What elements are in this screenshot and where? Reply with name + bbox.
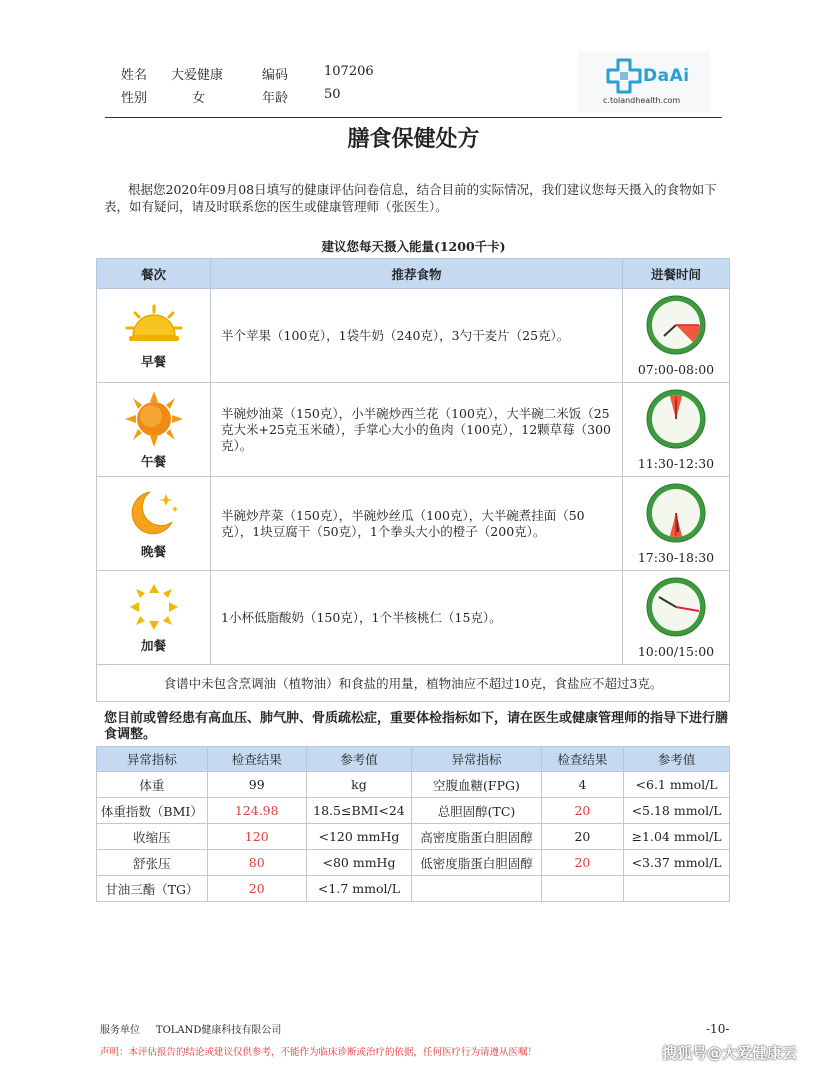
meal-food: 半碗炒油菜（150克），小半碗炒西兰花（100克），大半碗二米饭（25克大米+25克玉米碴），手掌心大小的鱼肉（100克），12颗草莓（300克）。 bbox=[211, 383, 623, 477]
code-label: 编码 bbox=[262, 68, 289, 83]
ind-result: 4 bbox=[541, 772, 623, 798]
ind-ref: <5.18 mmol/L bbox=[624, 798, 730, 824]
ind-header: 检查结果 bbox=[541, 747, 623, 772]
disclaimer: 声明：本评估报告的结论或建议仅供参考，不能作为临床诊断或治疗的依据，任何医疗行为请遵从医嘱！ bbox=[100, 1047, 538, 1058]
meal-label: 加餐 bbox=[140, 637, 166, 653]
sunrise-icon bbox=[123, 302, 185, 348]
meal-food: 半碗炒芹菜（150克），半碗炒丝瓜（100克），大半碗煮挂面（50克），1块豆腐干（50克），1个拳头大小的橙子（200克）。 bbox=[211, 477, 623, 571]
page-title: 膳食保健处方 bbox=[347, 126, 480, 152]
meal-label: 晚餐 bbox=[140, 543, 166, 559]
intro-paragraph: 根据您2020年09月08日填写的健康评估问卷信息，结合目前的实际情况，我们建议您每天摄入的食物如下表，如有疑问，请及时联系您的医生或健康管理师（张医生）。 bbox=[104, 182, 717, 214]
ind-ref: ≥1.04 mmol/L bbox=[624, 824, 730, 850]
ind-result: 99 bbox=[207, 772, 306, 798]
clock-icon bbox=[645, 388, 707, 450]
ind-result: 120 bbox=[207, 824, 306, 850]
ind-result: 80 bbox=[207, 850, 306, 876]
table-row bbox=[97, 850, 730, 876]
meal-row-snack bbox=[97, 571, 730, 665]
clock-icon bbox=[645, 482, 707, 544]
header-divider bbox=[105, 117, 722, 118]
page-number: -10- bbox=[706, 1022, 730, 1036]
ind-header: 参考值 bbox=[306, 747, 412, 772]
ind-name: 收缩压 bbox=[97, 824, 208, 850]
meal-label: 早餐 bbox=[140, 353, 166, 369]
ind-header: 异常指标 bbox=[97, 747, 208, 772]
sun-icon bbox=[123, 390, 185, 448]
ind-result bbox=[541, 876, 623, 902]
ind-name bbox=[412, 876, 541, 902]
meal-note: 食谱中未包含烹调油（植物油）和食盐的用量，植物油应不超过10克，食盐应不超过3克。 bbox=[97, 665, 730, 702]
service-value: TOLAND健康科技有限公司 bbox=[155, 1025, 282, 1036]
ind-ref: 18.5≤BMI<24 bbox=[306, 798, 412, 824]
code-value: 107206 bbox=[324, 64, 374, 79]
gender-value: 女 bbox=[192, 91, 206, 106]
table-row bbox=[97, 772, 730, 798]
meal-time: 10:00/15:00 bbox=[637, 644, 715, 659]
logo-url: c.tolandhealth.com bbox=[603, 96, 681, 105]
clock-icon bbox=[645, 294, 707, 356]
cross-logo-icon bbox=[606, 58, 642, 94]
ind-name: 舒张压 bbox=[97, 850, 208, 876]
star-sun-icon bbox=[128, 582, 180, 632]
meal-row-breakfast bbox=[97, 289, 730, 383]
meal-food: 1小杯低脂酸奶（150克），1个半核桃仁（15克）。 bbox=[211, 571, 623, 665]
ind-name: 高密度脂蛋白胆固醇 bbox=[412, 824, 541, 850]
ind-header: 检查结果 bbox=[207, 747, 306, 772]
meal-food: 半个苹果（100克），1袋牛奶（240克），3勺干麦片（25克）。 bbox=[211, 289, 623, 383]
table-row bbox=[97, 824, 730, 850]
meal-header-meal: 餐次 bbox=[97, 259, 211, 289]
age-value: 50 bbox=[324, 87, 341, 102]
meal-table-caption: 建议您每天摄入能量(1200千卡) bbox=[321, 239, 506, 254]
ind-ref: <80 mmHg bbox=[306, 850, 412, 876]
indicator-table bbox=[96, 746, 730, 902]
ind-name: 体重指数（BMI） bbox=[97, 798, 208, 824]
ind-header: 异常指标 bbox=[412, 747, 541, 772]
ind-result: 20 bbox=[207, 876, 306, 902]
ind-name: 体重 bbox=[97, 772, 208, 798]
ind-name: 甘油三酯（TG） bbox=[97, 876, 208, 902]
ind-name: 低密度脂蛋白胆固醇 bbox=[412, 850, 541, 876]
service-label: 服务单位 bbox=[100, 1025, 140, 1036]
meal-header-time: 进餐时间 bbox=[623, 259, 730, 289]
name-value: 大爱健康 bbox=[171, 68, 224, 83]
meal-row-dinner bbox=[97, 477, 730, 571]
ind-name: 空腹血糖(FPG) bbox=[412, 772, 541, 798]
ind-ref: <1.7 mmol/L bbox=[306, 876, 412, 902]
name-label: 姓名 bbox=[121, 68, 148, 83]
ind-result: 124.98 bbox=[207, 798, 306, 824]
ind-ref bbox=[624, 876, 730, 902]
ind-name: 总胆固醇(TC) bbox=[412, 798, 541, 824]
gender-label: 性别 bbox=[121, 91, 148, 106]
meal-label: 午餐 bbox=[140, 453, 166, 469]
meal-header-food: 推荐食物 bbox=[211, 259, 623, 289]
table-row bbox=[97, 876, 730, 902]
clock-icon bbox=[645, 576, 707, 638]
watermark: 搜狐号@大爱健康云 bbox=[662, 1044, 798, 1062]
ind-ref: kg bbox=[306, 772, 412, 798]
service-unit bbox=[100, 1021, 281, 1036]
meal-time: 17:30-18:30 bbox=[637, 550, 715, 565]
ind-result: 20 bbox=[541, 850, 623, 876]
ind-header: 参考值 bbox=[624, 747, 730, 772]
ind-result: 20 bbox=[541, 824, 623, 850]
logo-brand: DaAi bbox=[643, 66, 690, 86]
ind-ref: <120 mmHg bbox=[306, 824, 412, 850]
age-label: 年龄 bbox=[262, 91, 289, 106]
health-warning: 您目前或曾经患有高血压、肺气肿、骨质疏松症，重要体检指标如下，请在医生或健康管理师的指导下进行膳食调整。 bbox=[104, 711, 729, 742]
moon-icon bbox=[126, 488, 182, 538]
meal-row-lunch bbox=[97, 383, 730, 477]
ind-ref: <6.1 mmol/L bbox=[624, 772, 730, 798]
meal-table bbox=[96, 258, 730, 702]
table-row bbox=[97, 798, 730, 824]
ind-result: 20 bbox=[541, 798, 623, 824]
meal-time: 07:00-08:00 bbox=[637, 362, 715, 377]
ind-ref: <3.37 mmol/L bbox=[624, 850, 730, 876]
meal-time: 11:30-12:30 bbox=[637, 456, 715, 471]
